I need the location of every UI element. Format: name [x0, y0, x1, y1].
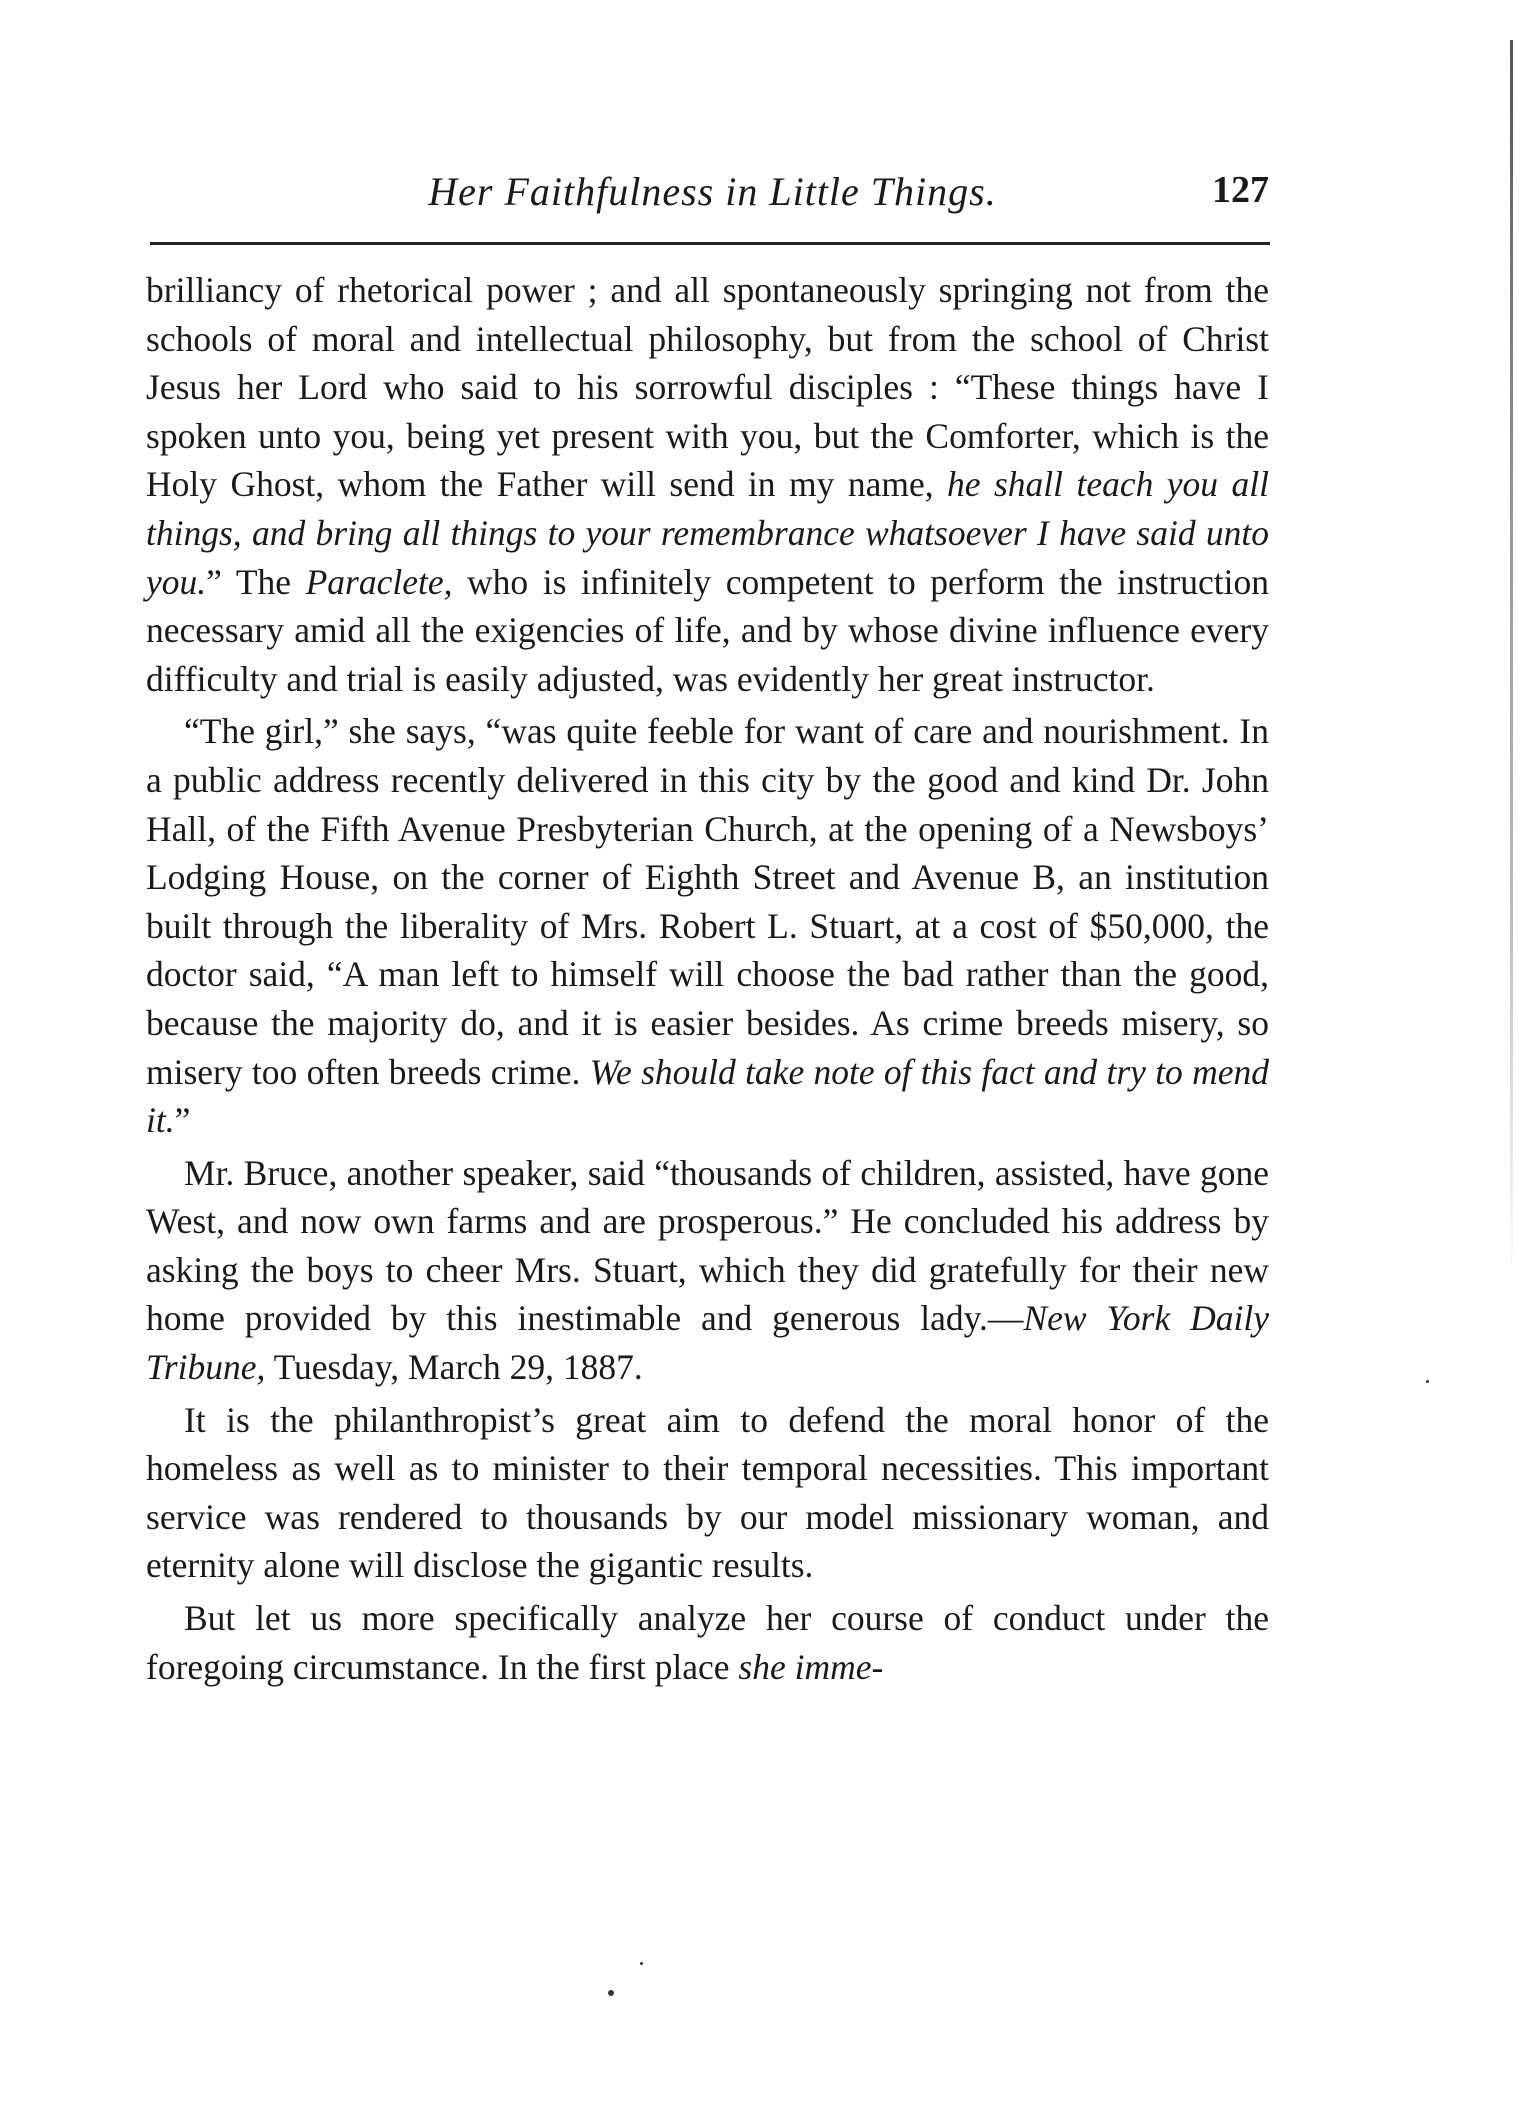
italic-segment: Paraclete,	[305, 561, 453, 602]
running-title: Her Faithfulness in Little Things.	[428, 169, 997, 214]
ink-speck	[640, 1962, 643, 1965]
paragraph-4	[146, 1396, 1269, 1590]
paragraph-2	[146, 707, 1269, 1144]
paragraph-3	[146, 1149, 1269, 1392]
text-segment: Mr. Bruce, another speaker, said “thousands of children, assisted, have gone West, and now own farms and are prosperous.” He concluded his address by asking the boys to cheer Mrs. Stuart, which they did gratefully for their new home provided by this inestimable and generous lady.—	[146, 1152, 1269, 1339]
italic-segment: New York Daily Tribune,	[146, 1298, 1269, 1388]
italic-segment: he shall teach you all things, and bring all things to your remembrance whatsoever I have said unto you.	[146, 464, 1269, 602]
ink-speck	[608, 1990, 614, 1996]
text-segment: It is the philanthropist’s great aim to defend the moral honor of the homeless as well as to minister to their temporal necessities. This important service was rendered to thousands by our model missionary woman, and eternity alone will disclose the gigantic results.	[146, 1399, 1269, 1586]
body-text	[146, 266, 1269, 1691]
text-segment: ”	[174, 1100, 191, 1141]
text-segment: Tuesday, March 29, 1887.	[265, 1347, 643, 1388]
paragraph-5	[146, 1594, 1269, 1691]
italic-segment: she imme-	[738, 1646, 884, 1687]
text-segment: But let us more specifically analyze her course of conduct under the foregoing circumstance. In the first place	[146, 1598, 1269, 1687]
ink-speck	[1426, 1380, 1429, 1383]
header-rule	[150, 242, 1270, 245]
page-number: 127	[1212, 169, 1269, 211]
text-segment: brilliancy of rhetorical power ; and all spontaneously springing not from the schools of moral and intellectual philosophy, but from the school of Christ Jesus her Lord who said to his sorrowful disciples : “These things have I spoken unto you, being yet present with you, but the Comforter, which is the Holy Ghost, whom the Father will send in my name,	[146, 270, 1269, 505]
scan-edge-shadow	[1510, 40, 1513, 1280]
text-segment: who is infinitely competent to perform the instruction necessary amid all the exigencies of life, and by whose divine influence every difficulty and trial is easily adjusted, was evidently her great instructor.	[146, 561, 1269, 699]
italic-segment: We should take note of this fact and try to mend it.	[146, 1051, 1269, 1141]
text-segment: “The girl,” she says, “was quite feeble for want of care and nourishment. In a public address recently delivered in this city by the good and kind Dr. John Hall, of the Fifth Avenue Presbyterian Church, at the opening of a Newsboys’ Lodging House, on the corner of Eighth Street and Avenue B, an institution built through the liberality of Mrs. Robert L. Stuart, at a cost of $50,000, the doctor said, “A man left to himself will choose the bad rather than the good, because the majority do, and it is easier besides. As crime breeds misery, so misery too often breeds crime.	[146, 711, 1269, 1092]
running-header	[146, 168, 1269, 228]
text-segment: ” The	[206, 561, 306, 602]
paragraph-1	[146, 266, 1269, 703]
